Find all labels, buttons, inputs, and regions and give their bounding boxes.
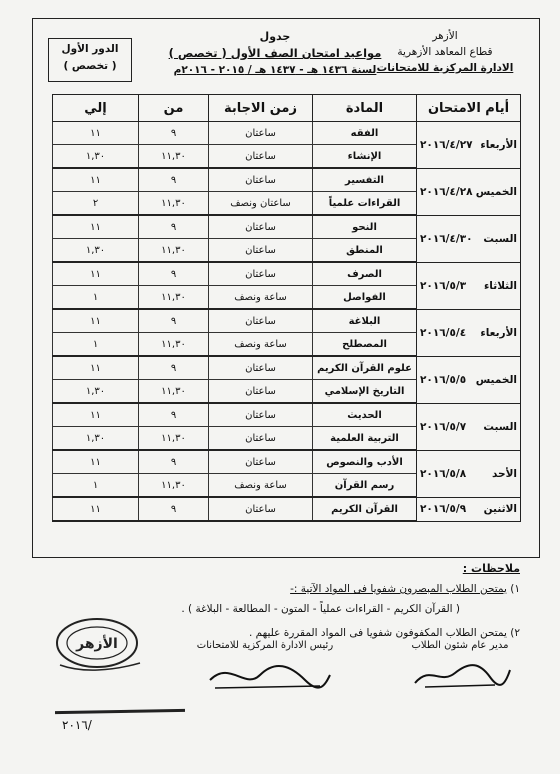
day-name: الاثنين [483, 503, 517, 515]
bottom-rule [55, 709, 185, 714]
cell-to: ١,٣٠ [53, 427, 139, 451]
cell-subject: التفسير [313, 168, 417, 192]
signature-block-exams-director [180, 640, 350, 698]
cell-to: ١,٣٠ [53, 145, 139, 169]
cell-from: ١١,٣٠ [139, 333, 209, 357]
cell-duration: ساعتان [209, 145, 313, 169]
cell-to: ١١ [53, 309, 139, 333]
cell-to: ١ [53, 286, 139, 310]
header-from: من [139, 95, 209, 122]
day-name: الأحد [491, 467, 517, 480]
cell-subject: الصرف [313, 262, 417, 286]
cell-day-date [417, 403, 521, 450]
cell-from: ٩ [139, 122, 209, 145]
title-line-1: جدول [259, 30, 291, 43]
exam-date: ٢٠١٦/٤/٣٠ [420, 232, 473, 245]
cell-subject: الإنشاء [313, 145, 417, 169]
table-header-row [53, 95, 521, 122]
org-line-1: الأزهر [432, 30, 458, 42]
cell-from: ١١,٣٠ [139, 474, 209, 498]
exam-date: ٢٠١٦/٥/٧ [420, 420, 467, 433]
table-row [53, 450, 521, 474]
cell-from: ٩ [139, 168, 209, 192]
handwritten-signature-1 [405, 655, 515, 695]
cell-subject: رسم القرآن [313, 474, 417, 498]
cell-from: ١١,٣٠ [139, 427, 209, 451]
cell-to: ١١ [53, 497, 139, 521]
cell-subject: التربية العلمية [313, 427, 417, 451]
table-row [53, 262, 521, 286]
cell-day-date [417, 168, 521, 215]
round-line-1: الدور الأول [61, 43, 119, 55]
org-line-2: قطاع المعاهد الأزهرية [397, 46, 493, 58]
document-title [150, 28, 400, 79]
cell-subject: الفقه [313, 122, 417, 145]
exam-date: ٢٠١٦/٤/٢٨ [420, 185, 473, 198]
cell-day-date [417, 450, 521, 497]
cell-to: ١١ [53, 215, 139, 239]
cell-day-date [417, 309, 521, 356]
title-line-2: مواعيد امتحان الصف الأول ( تخصص ) [168, 46, 382, 60]
stamp-text: الأزهر [76, 636, 118, 652]
cell-to: ٢ [53, 192, 139, 216]
cell-to: ١ [53, 333, 139, 357]
day-name: الخميس [475, 373, 517, 386]
table-row [53, 122, 521, 145]
cell-from: ٩ [139, 497, 209, 521]
cell-from: ١١,٣٠ [139, 145, 209, 169]
cell-duration: ساعتان ونصف [209, 192, 313, 216]
org-line-3: الادارة المركزية للامتحانات [376, 62, 514, 74]
cell-from: ١١,٣٠ [139, 286, 209, 310]
cell-from: ١١,٣٠ [139, 239, 209, 263]
cell-duration: ساعتان [209, 309, 313, 333]
cell-to: ١١ [53, 168, 139, 192]
cell-from: ٩ [139, 215, 209, 239]
cell-from: ١١,٣٠ [139, 380, 209, 404]
cell-from: ٩ [139, 309, 209, 333]
cell-subject: الأدب والنصوص [313, 450, 417, 474]
cell-duration: ساعتان [209, 122, 313, 145]
cell-duration: ساعتان [209, 262, 313, 286]
table-body [53, 122, 521, 522]
notes-title: ملاحظات : [462, 562, 520, 575]
cell-subject: القرآن الكريم [313, 497, 417, 521]
cell-duration: ساعتان [209, 497, 313, 521]
cell-to: ١,٣٠ [53, 380, 139, 404]
cell-duration: ساعة ونصف [209, 474, 313, 498]
day-name: الثلاثاء [483, 279, 517, 292]
cell-duration: ساعة ونصف [209, 286, 313, 310]
note-2-number: ٢) [510, 627, 520, 639]
signature-title-2: رئيس الادارة المركزية للامتحانات [196, 640, 334, 651]
cell-duration: ساعتان [209, 380, 313, 404]
cell-day-date [417, 215, 521, 262]
cell-to: ١١ [53, 403, 139, 427]
cell-day-date [417, 497, 521, 521]
cell-day-date [417, 356, 521, 403]
exam-date: ٢٠١٦/٤/٢٧ [420, 138, 473, 151]
day-name: السبت [483, 420, 517, 433]
exam-date: ٢٠١٦/٥/٥ [420, 373, 467, 386]
exam-date: ٢٠١٦/٥/٤ [420, 326, 467, 339]
day-name: السبت [483, 232, 517, 245]
official-stamp [52, 615, 142, 675]
signature-block-students-affairs [400, 640, 520, 698]
cell-duration: ساعتان [209, 215, 313, 239]
exam-schedule-table [52, 94, 521, 522]
cell-day-date [417, 262, 521, 309]
table-row [53, 168, 521, 192]
cell-duration: ساعتان [209, 403, 313, 427]
round-box [48, 38, 132, 82]
exam-date: ٢٠١٦/٥/٣ [420, 279, 467, 292]
cell-subject: المنطق [313, 239, 417, 263]
cell-to: ١١ [53, 356, 139, 380]
day-name: الأربعاء [480, 326, 517, 339]
cell-subject: الحديث [313, 403, 417, 427]
note-1-number: ١) [510, 583, 520, 595]
handwritten-signature-2 [190, 655, 340, 695]
cell-duration: ساعتان [209, 356, 313, 380]
cell-to: ١١ [53, 262, 139, 286]
exam-date: ٢٠١٦/٥/٨ [420, 467, 467, 480]
day-name: الخميس [475, 185, 517, 198]
cell-duration: ساعتان [209, 168, 313, 192]
cell-duration: ساعتان [209, 239, 313, 263]
cell-to: ١ [53, 474, 139, 498]
header-to: إلي [53, 95, 139, 122]
cell-from: ٩ [139, 403, 209, 427]
table-row [53, 215, 521, 239]
note-1-text: يمتحن الطلاب المبصرون شفويا فى المواد الآتية :- [290, 583, 507, 595]
table-row [53, 356, 521, 380]
cell-from: ٩ [139, 450, 209, 474]
cell-subject: الفواصل [313, 286, 417, 310]
footer-date: ٢٠١٦/ [62, 718, 92, 732]
cell-subject: البلاغة [313, 309, 417, 333]
cell-to: ١,٣٠ [53, 239, 139, 263]
note-2-text: يمتحن الطلاب المكفوفون شفويا فى المواد المقررة عليهم . [248, 627, 507, 639]
cell-subject: النحو [313, 215, 417, 239]
header-days: أيام الامتحان [417, 95, 521, 122]
cell-to: ١١ [53, 122, 139, 145]
cell-duration: ساعة ونصف [209, 333, 313, 357]
header-duration: زمن الاجابة [209, 95, 313, 122]
table-row [53, 403, 521, 427]
cell-from: ١١,٣٠ [139, 192, 209, 216]
cell-subject: القراءات علمياً [313, 192, 417, 216]
exam-date: ٢٠١٦/٥/٩ [420, 503, 467, 515]
signature-title-1: مدير عام شئون الطلاب [411, 640, 509, 651]
cell-duration: ساعتان [209, 427, 313, 451]
cell-subject: المصطلح [313, 333, 417, 357]
title-line-3: لسنة ١٤٣٦ هـ - ١٤٣٧ هـ / ٢٠١٥ - ٢٠١٦م [173, 64, 377, 76]
header-subject: المادة [313, 95, 417, 122]
note-1 [40, 583, 520, 595]
cell-subject: علوم القرآن الكريم [313, 356, 417, 380]
cell-from: ٩ [139, 262, 209, 286]
table-row [53, 309, 521, 333]
table-row [53, 497, 521, 521]
note-1-list: ( القرآن الكريم - القراءات عملياً - المتون - المطالعة - البلاغة ) . [181, 603, 460, 615]
cell-from: ٩ [139, 356, 209, 380]
cell-to: ١١ [53, 450, 139, 474]
cell-subject: التاريخ الإسلامي [313, 380, 417, 404]
cell-duration: ساعتان [209, 450, 313, 474]
day-name: الأربعاء [480, 138, 517, 151]
round-line-2: ( تخصص ) [63, 60, 117, 72]
cell-day-date [417, 122, 521, 169]
